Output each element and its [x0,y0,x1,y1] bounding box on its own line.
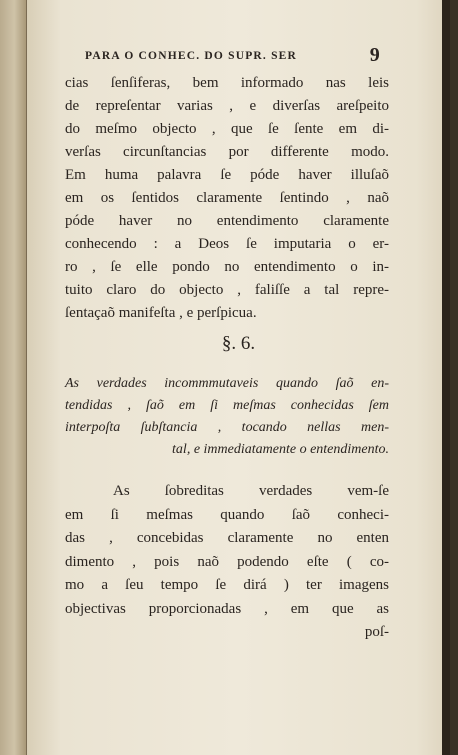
text-line: dimento , pois naõ podendo eſte ( co- [65,553,389,570]
catchword: poſ- [364,624,389,640]
text-line: das , concebidas claramente no enten [65,530,389,546]
summary-line: As verdades incommmutaveis quando ſaõ en- [65,376,389,391]
paragraph-continued [65,72,389,325]
page-edge [442,0,450,755]
text-line: póde haver no entendimento claramente [65,213,389,229]
text-line: Em huma palavra ſe póde haver illuſaõ [65,167,389,183]
summary-line: interpoſta ſubſtancia , tocando nellas men- [65,420,389,435]
text-line: tuito claro do objecto , faliſſe a tal repre- [65,282,389,298]
section-summary [65,373,389,461]
page-number: 9 [369,44,381,66]
text-line: ro , ſe elle pondo no entendimento o in- [65,259,389,275]
text-line: em ſi meſmas quando ſaõ conheci- [65,506,389,523]
text-line: mo a ſeu tempo ſe dirá ) ter imagens [65,577,389,593]
section-heading: §. 6. [221,333,256,354]
paragraph [65,480,389,645]
text-line: de repreſentar varias , e diverſas areſpeito [65,98,389,114]
running-title: PARA O CONHEC. DO SUPR. SER [85,50,298,62]
book-page [27,0,450,755]
text-line: conhecendo : a Deos ſe imputaria o er- [65,236,389,252]
text-line: objectivas proporcionadas , em que as [65,600,389,617]
text-line: verſas circunſtancias por differente modo. [65,144,389,160]
page-header [65,44,385,66]
text-line: cias ſenſiferas, bem informado nas leis [65,75,389,91]
summary-line: tendidas , ſaõ em ſi meſmas conhecidas ſem [65,398,389,413]
book-gutter [0,0,27,755]
text-line: ſentaçaõ manifeſta , e perſpicua. [65,305,257,321]
text-line: em os ſentidos claramente ſentindo , naõ [65,190,389,206]
text-line: As ſobreditas verdades vem-ſe [113,483,389,499]
text-line: do meſmo objecto , que ſe ſente em di- [65,121,389,137]
summary-line: tal, e immediatamente o entendimento. [172,442,389,457]
